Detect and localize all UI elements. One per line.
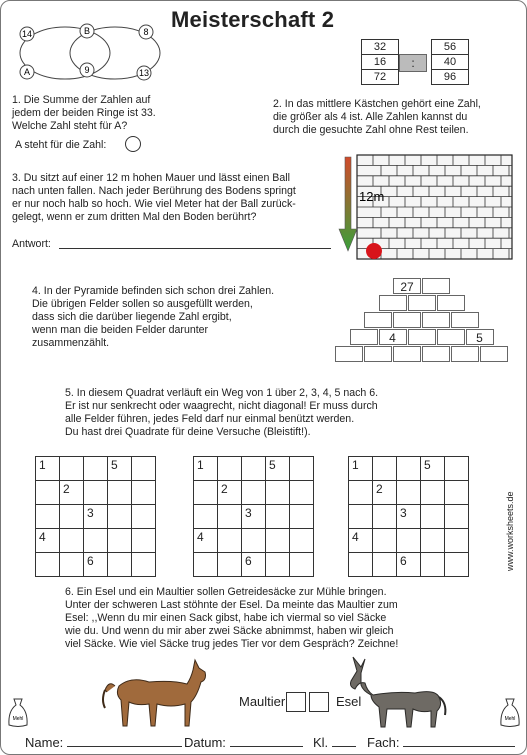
grid-cell[interactable]: 1 [36,457,60,481]
pyramid-cell[interactable] [437,329,465,345]
grid-cell[interactable] [373,457,397,481]
ring-label-1: 14 [21,29,33,39]
grid-cell[interactable] [349,481,373,505]
grid-cell[interactable]: 4 [36,529,60,553]
task1-question: 1. Die Summe der Zahlen auf jedem der beiden Ringe ist 33. Welche Zahl steht für A? [12,94,156,132]
grid-cell[interactable] [218,529,242,553]
grid-cell[interactable] [84,529,108,553]
grid-cell[interactable] [421,505,445,529]
grid-cell[interactable] [242,457,266,481]
donkey-answer-box[interactable] [309,692,329,712]
grid-cell[interactable]: 5 [266,457,290,481]
grid-cell[interactable] [108,481,132,505]
grid-cell[interactable] [132,481,156,505]
grid-cell[interactable]: 4 [194,529,218,553]
subject-field[interactable] [403,734,515,747]
grid-cell[interactable] [290,505,314,529]
grid-cell[interactable]: 2 [218,481,242,505]
grid-cell[interactable] [132,505,156,529]
ring-diagram [15,21,165,85]
grid-cell[interactable]: 1 [194,457,218,481]
pyramid-cell[interactable] [422,278,450,294]
grid-cell[interactable] [290,553,314,577]
pyramid-cell[interactable] [350,329,378,345]
grid-cell[interactable] [445,457,469,481]
svg-text:Mehl: Mehl [12,716,24,722]
grid-cell[interactable]: 5 [108,457,132,481]
pyramid-cell[interactable] [379,295,407,311]
grid-cell[interactable] [445,553,469,577]
grid-cell[interactable] [266,553,290,577]
grid-cell[interactable]: 2 [60,481,84,505]
mule-label: Maultier [239,694,286,709]
footer-class: Kl. [313,734,356,750]
grid-cell[interactable] [36,481,60,505]
ring-label-3: 8 [143,27,149,37]
grid-cell[interactable] [60,529,84,553]
date-field[interactable] [230,734,303,747]
grid-cell[interactable]: 1 [349,457,373,481]
grid-cell[interactable]: 4 [349,529,373,553]
grid-cell[interactable] [445,505,469,529]
grid-cell[interactable] [266,529,290,553]
grid-cell[interactable]: 3 [242,505,266,529]
grid-cell[interactable]: 3 [84,505,108,529]
grid-cell[interactable] [132,529,156,553]
grid-cell[interactable]: 6 [242,553,266,577]
pyramid-cell[interactable] [393,346,421,362]
grid-cell[interactable] [373,553,397,577]
path-grid-1 [35,456,156,577]
task2-left-1: 32 [361,39,399,55]
pyramid-left-value: 4 [379,329,407,345]
svg-text:Mehl: Mehl [504,716,516,722]
pyramid-cell[interactable] [364,346,392,362]
grid-cell[interactable] [218,553,242,577]
footer-subject: Fach: [367,734,515,750]
grid-cell[interactable]: 6 [84,553,108,577]
pyramid-cell[interactable] [422,346,450,362]
grid-cell[interactable] [108,505,132,529]
donkey-illustration [343,651,451,731]
footer-name: Name: [25,734,182,750]
grid-cell[interactable] [36,505,60,529]
name-field[interactable] [67,734,182,747]
task2-operator: : [399,54,427,72]
task2-right-1: 56 [431,39,469,55]
grid-cell[interactable] [445,481,469,505]
grid-cell[interactable]: 3 [397,505,421,529]
flour-sack-right [499,697,521,729]
task5-question: 5. In diesem Quadrat verläuft ein Weg von 1 über 2, 3, 4, 5 nach 6. Er ist nur senkrecht oder waagrecht, nicht diagonal! Er muss durch alle Felder führen, jedes Feld darf nur einmal benützt werden. Du hast drei Quadrate für deine Versuche (Bleistift!). [65,387,379,438]
task4-question: 4. In der Pyramide befinden sich schon drei Zahlen. Die übrigen Felder sollen so ausgefüllt werden, dass sich die darüber liegende Zahl ergibt, wenn man die beiden Felder darunter zusammenzählt. [32,285,275,349]
task6-question: 6. Ein Esel und ein Maultier sollen Getreidesäcke zur Mühle bringen. Unter der schweren Last stöhnte der Esel. Da meinte das Maultier zum Esel: ,,Wenn du mir einen Sack gibst, habe ich viermal so viel Säcke wie du. Und wenn du mir aber zwei Säcke abnimmst, haben wir gleich viel Säcke. Wie viel Säcke trug jedes Tier vor dem Gespräch? Zeichne! [65,586,399,650]
grid-cell[interactable] [242,529,266,553]
task2-right-2: 40 [431,54,469,70]
pyramid-cell[interactable] [408,329,436,345]
mule-answer-box[interactable] [286,692,306,712]
path-grid-3 [348,456,469,577]
grid-cell[interactable] [60,553,84,577]
flour-sack-left [7,697,29,729]
grid-cell[interactable] [290,481,314,505]
grid-cell[interactable] [290,529,314,553]
grid-cell[interactable] [397,529,421,553]
grid-cell[interactable] [373,505,397,529]
pyramid-right-value: 5 [466,329,494,345]
grid-cell[interactable] [60,457,84,481]
grid-cell[interactable] [349,505,373,529]
pyramid-cell[interactable] [408,295,436,311]
grid-cell[interactable] [218,505,242,529]
grid-cell[interactable] [132,457,156,481]
grid-cell[interactable] [60,505,84,529]
grid-cell[interactable] [421,481,445,505]
grid-cell[interactable] [218,457,242,481]
task2-question: 2. In das mittlere Kästchen gehört eine Zahl, die größer als 4 ist. Alle Zahlen kannst du durch die gesuchte Zahl ohne Rest teilen. [273,98,481,136]
pyramid-cell[interactable] [451,312,479,328]
grid-cell[interactable] [266,505,290,529]
task3-question: 3. Du sitzt auf einer 12 m hohen Mauer und lässt einen Ball nach unten fallen. Nach jeder Berührung des Bodens springt er nur noch halb so hoch. Wie viel Meter hat der Ball zurück- gelegt, wenn er zum dritten Mal den Boden berührt? [12,172,296,223]
grid-cell[interactable] [266,481,290,505]
grid-cell[interactable]: 6 [397,553,421,577]
grid-cell[interactable] [108,553,132,577]
task1-answer-circle[interactable] [125,136,141,152]
grid-cell[interactable] [194,553,218,577]
pyramid-cell[interactable] [364,312,392,328]
pyramid-top: 27 [393,278,421,294]
grid-cell[interactable] [445,529,469,553]
website-credit: www.worksheets.de [505,491,515,571]
pyramid-cell[interactable] [451,346,479,362]
grid-cell[interactable] [194,505,218,529]
grid-cell[interactable]: 2 [373,481,397,505]
class-field[interactable] [332,734,356,747]
path-grid-2 [193,456,314,577]
task1-answer-label: A steht für die Zahl: [15,139,107,151]
grid-cell[interactable] [132,553,156,577]
page-title: Meisterschaft 2 [171,7,335,32]
ring-label-5: 9 [84,65,90,75]
task3-answer-line[interactable] [59,248,331,249]
grid-cell[interactable] [373,529,397,553]
task2-left-2: 16 [361,54,399,70]
grid-cell[interactable] [84,481,108,505]
task2-left-3: 72 [361,69,399,85]
task2-right-3: 96 [431,69,469,85]
grid-cell[interactable] [84,457,108,481]
grid-cell[interactable] [421,529,445,553]
grid-cell[interactable] [397,481,421,505]
ring-label-6: 13 [138,68,150,78]
grid-cell[interactable] [421,553,445,577]
footer-date: Datum: [184,734,303,750]
task3-answer-label: Antwort: [12,238,51,250]
pyramid-cell[interactable] [393,312,421,328]
grid-cell[interactable] [36,553,60,577]
donkey-label: Esel [336,694,362,709]
grid-cell[interactable]: 5 [421,457,445,481]
wall-height-label: 12m [359,189,385,204]
wall-illustration [337,151,517,266]
grid-cell[interactable] [194,481,218,505]
pyramid-cell[interactable] [335,346,363,362]
mule-illustration [101,656,209,731]
pyramid-cell[interactable] [422,312,450,328]
pyramid-cell[interactable] [480,346,508,362]
grid-cell[interactable] [349,553,373,577]
grid-cell[interactable] [397,457,421,481]
ring-label-4: A [23,67,31,77]
pyramid-cell[interactable] [437,295,465,311]
grid-cell[interactable] [242,481,266,505]
ring-label-2: B [83,26,91,36]
grid-cell[interactable] [290,457,314,481]
grid-cell[interactable] [108,529,132,553]
